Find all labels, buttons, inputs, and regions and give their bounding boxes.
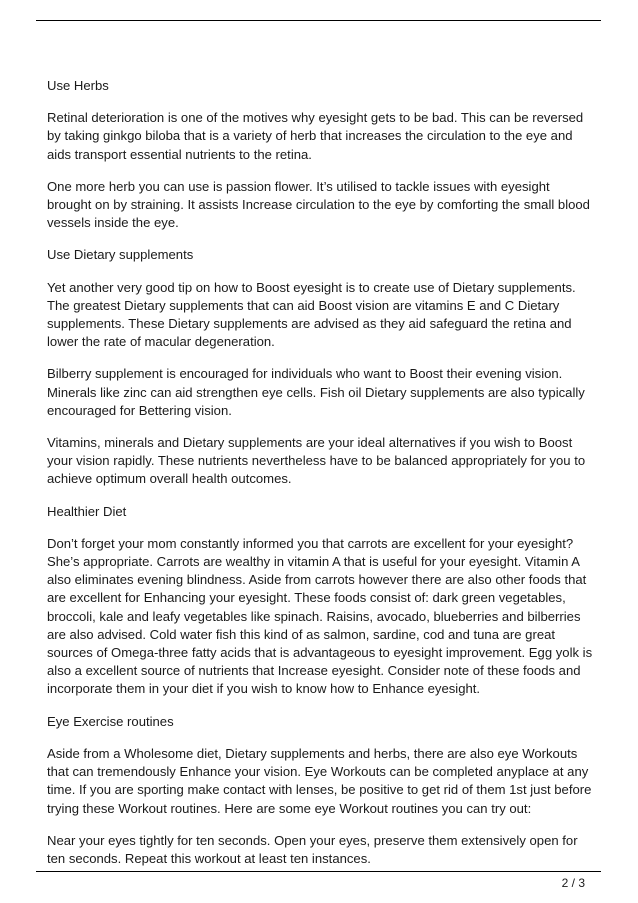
paragraph: Don’t forget your mom constantly informed you that carrots are excellent for your eyesight? She’s appropriate. Carrots are wealthy in vitamin A that is useful for your eyesight. Vitamin A also eliminates evening blindness. Aside from carrots however there are also other foods that are excellent for Enhancing your eyesight. These foods consist of: dark green vegetables, broccoli, kale and leafy vegetables like spinach. Raisins, avocado, blueberries and bilberries are also advised. Cold water fish this kind of as salmon, sardine, cod and tuna are great sources of Omega-three fatty acids that is advantageous to eyesight improvement. Egg yolk is also a excellent source of nutrients that Increase eyesight. Consider note of these foods and incorporate them in your diet if you wish to know how to Enhance eyesight. [47,535,593,697]
paragraph: Retinal deterioration is one of the motives why eyesight gets to be bad. This can be reversed by taking ginkgo biloba that is a variety of herb that increases the circulation to the eye and aids transport essential nutrients to the retina. [47,110,584,162]
footer-rule [36,871,601,872]
header-rule [36,20,601,21]
paragraph: Bilberry supplement is encouraged for individuals who want to Boost their evening vision. Minerals like zinc can aid strengthen eye cells. Fish oil Dietary supplements are also typically encouraged for Bettering vision. [47,366,585,418]
section-heading: Eye Exercise routines [47,713,174,729]
paragraph: Yet another very good tip on how to Boost eyesight is to create use of Dietary supplements. The greatest Dietary supplements that can aid Boost vision are vitamins E and C Dietary supplements. These Dietary supplements are advised as they aid safeguard the retina and lower the rate of macular degeneration. [47,279,576,350]
document-body [47,77,595,882]
paragraph: Vitamins, minerals and Dietary supplements are your ideal alternatives if you wish to Boost your vision rapidly. These nutrients nevertheless have to be balanced appropriately for you to achieve optimum overall health outcomes. [47,435,586,487]
paragraph: Aside from a Wholesome diet, Dietary supplements and herbs, there are also eye Workouts that can tremendously Enhance your vision. Eye Workouts can be completed anyplace at any time. If you are sporting make contact with lenses, be positive to get rid of them 1st just before trying these Workout routines. Here are some eye Workout routines you can try out: [47,745,592,816]
section-heading: Use Dietary supplements [47,247,194,263]
paragraph: Near your eyes tightly for ten seconds. Open your eyes, preserve them extensively open for ten seconds. Repeat this workout at least ten instances. [47,832,578,866]
section-healthier-diet [47,503,595,699]
section-use-herbs [47,77,595,232]
paragraph: One more herb you can use is passion flower. It’s utilised to tackle issues with eyesight brought on by straining. It assists Increase circulation to the eye by comforting the small blood vessels inside the eye. [47,178,590,231]
section-heading: Use Herbs [47,78,109,93]
section-use-dietary-supplements [47,246,595,488]
section-eye-exercise-routines [47,713,595,868]
page-number: 2 / 3 [561,876,585,890]
section-heading: Healthier Diet [47,503,127,519]
